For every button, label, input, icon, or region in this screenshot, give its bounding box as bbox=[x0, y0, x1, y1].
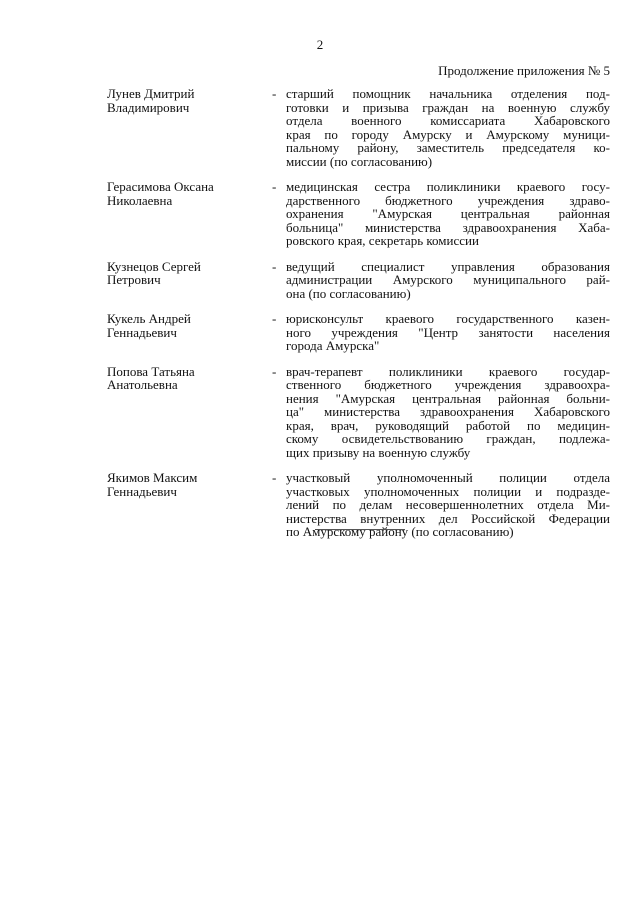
member-name-line: Кузнецов Сергей bbox=[107, 258, 201, 274]
member-role-line: больница" министерства здравоохранения Хаба- bbox=[286, 219, 610, 235]
member-dash: - bbox=[272, 311, 277, 326]
member-role-line: нистерства внутренних дел Российской Федерации bbox=[286, 510, 610, 526]
member-dash: - bbox=[272, 363, 277, 379]
member-role-line: лений по делам несовершеннолетних отдела Ми- bbox=[286, 497, 610, 512]
member-role-line: по Амурскому району (по согласованию) bbox=[286, 524, 514, 539]
member-role-line: города Амурска" bbox=[286, 338, 380, 353]
member-role bbox=[286, 87, 610, 168]
member-role-line: ного учреждения "Центр занятости населения bbox=[286, 324, 610, 340]
member-role-line: ведущий специалист управления образования bbox=[286, 258, 610, 274]
member-role-line: ровского края, секретарь комиссии bbox=[286, 233, 479, 248]
member-row bbox=[107, 180, 610, 248]
page-number: 2 bbox=[316, 37, 324, 52]
member-role-line: скому освидетельствованию граждан, подлежа- bbox=[286, 431, 610, 446]
member-dash: - bbox=[272, 86, 277, 101]
member-role-line: старший помощник начальника отделения под- bbox=[286, 86, 610, 101]
member-role-line: дарственного бюджетного учреждения здраво- bbox=[286, 192, 610, 208]
member-name bbox=[107, 471, 272, 498]
member-name-line: Николаевна bbox=[107, 192, 173, 208]
member-role-line: щих призыву на военную службу bbox=[286, 444, 471, 460]
member-name bbox=[107, 180, 272, 207]
member-row bbox=[107, 365, 610, 460]
member-name-line: Анатольевна bbox=[107, 377, 178, 392]
member-name-line: Геннадьевич bbox=[107, 483, 177, 499]
member-name bbox=[107, 312, 272, 339]
member-role-line: администрации Амурского муниципального рай- bbox=[286, 272, 610, 287]
member-role bbox=[286, 365, 610, 460]
member-row bbox=[107, 312, 610, 353]
member-role-line: нения "Амурская центральная районная больни- bbox=[286, 390, 610, 406]
member-name-line: Попова Татьяна bbox=[107, 363, 195, 379]
member-role-line: пальному району, заместитель председателя ко- bbox=[286, 140, 610, 155]
end-divider bbox=[315, 529, 405, 530]
member-role-line: юрисконсульт краевого государственного казен- bbox=[286, 311, 610, 326]
member-name-line: Геннадьевич bbox=[107, 324, 177, 340]
appendix-continuation-label: Продолжение приложения № 5 bbox=[438, 63, 610, 78]
member-dash: - bbox=[272, 470, 277, 485]
member-role-line: отдела военного комиссариата Хабаровского bbox=[286, 113, 610, 128]
member-role-line: края, врач, руководящий работой по медицин- bbox=[286, 417, 610, 433]
member-name-line: Лунев Дмитрий bbox=[107, 86, 195, 101]
member-name bbox=[107, 260, 272, 287]
member-role bbox=[286, 260, 610, 301]
member-role-line: она (по согласованию) bbox=[286, 285, 411, 301]
member-name-line: Кукель Андрей bbox=[107, 311, 191, 326]
member-name bbox=[107, 87, 272, 114]
member-row bbox=[107, 87, 610, 168]
member-role-line: участковых уполномоченных полиции и подразде- bbox=[286, 483, 610, 499]
member-name-line: Петрович bbox=[107, 272, 161, 287]
member-name bbox=[107, 365, 272, 392]
member-role-line: готовки и призыва граждан на военную службу bbox=[286, 99, 610, 115]
member-role-line: миссии (по согласованию) bbox=[286, 153, 433, 169]
member-dash: - bbox=[272, 258, 277, 274]
member-name-line: Герасимова Оксана bbox=[107, 179, 214, 194]
member-name-line: Владимирович bbox=[107, 99, 190, 115]
member-dash: - bbox=[272, 179, 277, 194]
member-role-line: медицинская сестра поликлиники краевого госу- bbox=[286, 179, 610, 194]
member-role-line: края по городу Амурску и Амурскому муници- bbox=[286, 126, 610, 142]
member-role-line: ца" министерства здравоохранения Хабаровского bbox=[286, 404, 610, 419]
member-row bbox=[107, 260, 610, 301]
member-role-line: ственного бюджетного учреждения здравоохра- bbox=[286, 377, 610, 392]
commission-members-list bbox=[107, 87, 610, 551]
member-role-line: охранения "Амурская центральная районная bbox=[286, 206, 610, 221]
member-role-line: участковый уполномоченный полиции отдела bbox=[286, 470, 610, 485]
member-role-line: врач-терапевт поликлиники краевого государ- bbox=[286, 363, 610, 379]
member-name-line: Якимов Максим bbox=[107, 470, 198, 485]
member-role bbox=[286, 180, 610, 248]
member-role bbox=[286, 312, 610, 353]
